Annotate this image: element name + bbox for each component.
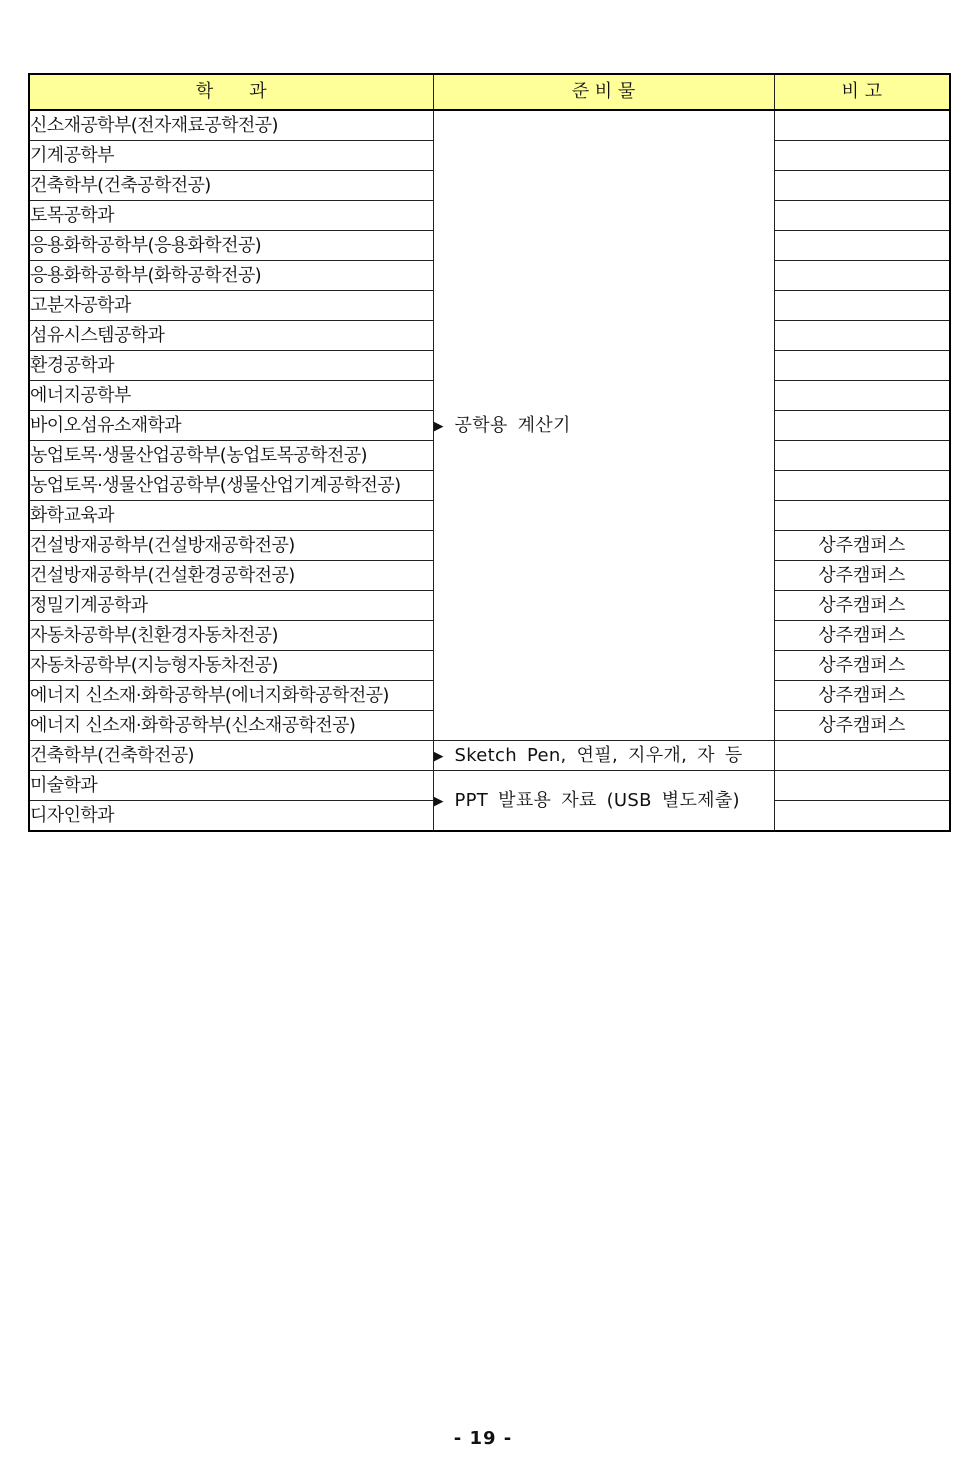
department-cell: 고분자공학과 — [29, 291, 433, 321]
note-cell: 상주캠퍼스 — [774, 711, 950, 741]
department-cell: 응용화학공학부(응용화학전공) — [29, 231, 433, 261]
note-cell — [774, 321, 950, 351]
department-cell: 농업토목·생물산업공학부(생물산업기계공학전공) — [29, 471, 433, 501]
note-cell — [774, 291, 950, 321]
department-cell: 미술학과 — [29, 771, 433, 801]
department-cell: 자동차공학부(지능형자동차전공) — [29, 651, 433, 681]
triangle-right-icon: ▶ — [433, 793, 444, 809]
department-cell: 자동차공학부(친환경자동차전공) — [29, 621, 433, 651]
preparation-cell — [433, 771, 774, 832]
preparation-table — [28, 73, 951, 832]
note-cell — [774, 741, 950, 771]
note-cell — [774, 261, 950, 291]
note-cell: 상주캠퍼스 — [774, 591, 950, 621]
note-cell — [774, 801, 950, 832]
department-cell: 건설방재공학부(건설방재공학전공) — [29, 531, 433, 561]
note-cell — [774, 351, 950, 381]
preparation-item — [434, 417, 571, 435]
department-cell: 토목공학과 — [29, 201, 433, 231]
department-cell: 에너지 신소재·화학공학부(에너지화학공학전공) — [29, 681, 433, 711]
preparation-text: PPT 발표용 자료 (USB 별도제출) — [454, 790, 740, 812]
preparation-item — [434, 792, 740, 810]
preparation-text: Sketch Pen, 연필, 지우개, 자 등 — [454, 745, 743, 767]
department-cell: 신소재공학부(전자재료공학전공) — [29, 110, 433, 141]
note-cell — [774, 501, 950, 531]
note-cell — [774, 411, 950, 441]
note-cell: 상주캠퍼스 — [774, 621, 950, 651]
department-cell: 건설방재공학부(건설환경공학전공) — [29, 561, 433, 591]
department-cell: 섬유시스템공학과 — [29, 321, 433, 351]
triangle-right-icon: ▶ — [433, 418, 444, 434]
note-cell: 상주캠퍼스 — [774, 531, 950, 561]
department-cell: 디자인학과 — [29, 801, 433, 832]
note-cell — [774, 171, 950, 201]
note-cell — [774, 381, 950, 411]
note-cell — [774, 441, 950, 471]
note-cell: 상주캠퍼스 — [774, 651, 950, 681]
department-cell: 에너지 신소재·화학공학부(신소재공학전공) — [29, 711, 433, 741]
preparation-cell — [433, 741, 774, 771]
note-cell: 상주캠퍼스 — [774, 681, 950, 711]
preparation-item — [434, 747, 743, 765]
department-cell: 바이오섬유소재학과 — [29, 411, 433, 441]
header-note: 비 고 — [774, 74, 950, 110]
triangle-right-icon: ▶ — [433, 748, 444, 764]
table-row — [29, 110, 950, 141]
note-cell — [774, 231, 950, 261]
table-row — [29, 741, 950, 771]
preparation-text: 공학용 계산기 — [454, 415, 571, 437]
department-cell: 정밀기계공학과 — [29, 591, 433, 621]
note-cell — [774, 110, 950, 141]
page-number: - 19 - — [453, 1428, 513, 1449]
department-cell: 농업토목·생물산업공학부(농업토목공학전공) — [29, 441, 433, 471]
department-cell: 건축학부(건축공학전공) — [29, 171, 433, 201]
note-cell — [774, 201, 950, 231]
table-row — [29, 771, 950, 801]
table-header-row — [29, 74, 950, 110]
department-cell: 기계공학부 — [29, 141, 433, 171]
table-body — [29, 110, 950, 831]
note-cell — [774, 771, 950, 801]
note-cell — [774, 141, 950, 171]
department-cell: 환경공학과 — [29, 351, 433, 381]
department-cell: 건축학부(건축학전공) — [29, 741, 433, 771]
note-cell: 상주캠퍼스 — [774, 561, 950, 591]
header-preparation: 준 비 물 — [433, 74, 774, 110]
note-cell — [774, 471, 950, 501]
department-cell: 에너지공학부 — [29, 381, 433, 411]
preparation-cell — [433, 110, 774, 741]
department-cell: 화학교육과 — [29, 501, 433, 531]
department-cell: 응용화학공학부(화학공학전공) — [29, 261, 433, 291]
header-department: 학 과 — [29, 74, 433, 110]
